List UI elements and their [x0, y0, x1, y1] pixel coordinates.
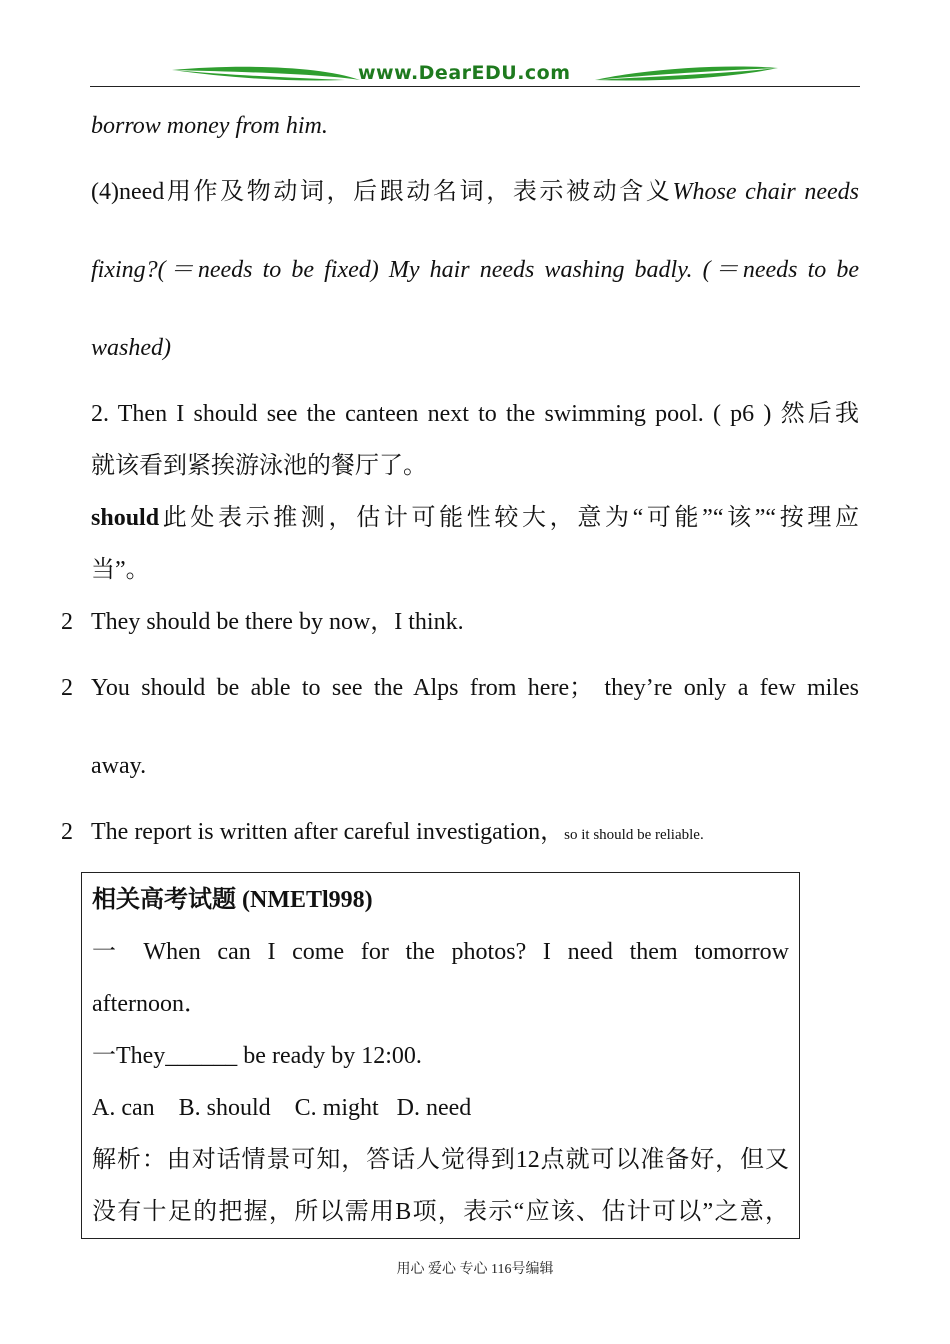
body-line-2-prefix: (4)need用作及物动词，后跟动名词，表示被动含义 — [91, 179, 673, 205]
site-logo-text[interactable]: www.DearEDU.com — [358, 62, 571, 84]
example-3 — [91, 815, 859, 852]
bullet-marker: 2 — [61, 609, 73, 635]
body-line-3: fixing?(＝needs to be fixed) My hair needs washing badly. (＝needs to be — [91, 257, 859, 283]
body-line-1: borrow money from him. — [91, 113, 328, 139]
body-line-6: 就该看到紧挨游泳池的餐厅了。 — [91, 453, 427, 479]
body-line-4: washed) — [91, 335, 171, 361]
example-2-continued: away. — [91, 753, 147, 779]
bullet-marker: 2 — [61, 675, 73, 701]
body-line-2-example: Whose chair needs — [672, 179, 859, 205]
header-rule — [90, 86, 860, 87]
question-line-2: afternoon． — [92, 991, 208, 1017]
page-footer: 用心 爱心 专心 116号编辑 — [396, 1262, 554, 1277]
question-blank-line: 一They______ be ready by 12:00. — [92, 1043, 422, 1069]
body-line-8: 当”。 — [91, 557, 150, 583]
body-line-5: 2. Then I should see the canteen next to the swimming pool. ( p6 ) 然后我 — [91, 401, 859, 427]
example-1: They should be there by now，I think. — [91, 609, 464, 635]
body-line-7 — [91, 501, 859, 535]
body-line-2 — [91, 175, 859, 209]
example-2: You should be able to see the Alps from here； they’re only a few miles — [91, 675, 859, 701]
explanation-line-1: 解析：由对话情景可知，答话人觉得到12点就可以准备好，但又 — [92, 1147, 789, 1173]
question-line-1: 一 When can I come for the photos? I need them tomorrow — [92, 939, 789, 965]
box-title: 相关高考试题 (NMETl998) — [92, 887, 373, 913]
example-3-small: so it should be reliable. — [564, 827, 704, 843]
bullet-marker: 2 — [61, 819, 73, 845]
explanation-line-2: 没有十足的把握，所以需用B项，表示“应该、估计可以”之意， — [92, 1199, 789, 1225]
body-line-7-rest: 此处表示推测，估计可能性较大，意为“可能”“该”“按理应 — [159, 505, 859, 531]
example-3-main: The report is written after careful investigation， — [91, 819, 565, 845]
keyword-should: should — [91, 505, 160, 531]
answer-options: A. can B. should C. might D. need — [92, 1095, 472, 1121]
exam-question-box — [81, 872, 800, 1239]
page-header — [90, 60, 860, 90]
